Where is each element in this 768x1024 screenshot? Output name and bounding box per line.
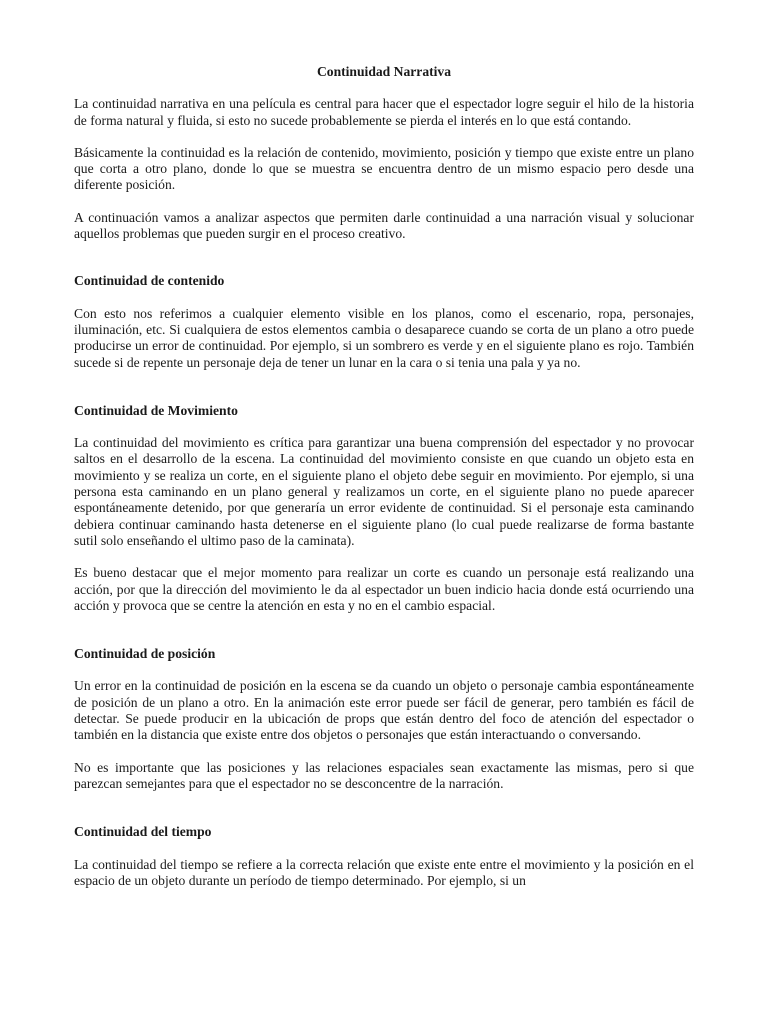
section-movimiento-paragraph-2: Es bueno destacar que el mejor momento para realizar un corte es cuando un personaje está realizando una acción, por que la dirección del movimiento le da al espectador un buen indicio hacia donde está ocurriendo una acción y provoca que se centre la atención en esta y no en el cambio espacial. bbox=[74, 565, 694, 613]
intro-paragraph-2: Básicamente la continuidad es la relación de contenido, movimiento, posición y tiempo que existe entre un plano que corta a otro plano, donde lo que se muestra se encuentra dentro de un mismo espacio pero desde una diferente posición. bbox=[74, 144, 694, 193]
section-movimiento-paragraph-1: La continuidad del movimiento es crítica para garantizar una buena comprensión del espectador y no provocar saltos en el desarrollo de la escena. La continuidad del movimiento consiste en que cuando un objeto esta en movimiento y se realiza un corte, en el siguiente plano el objeto debe seguir en movimiento. Por ejemplo, si una persona esta caminando en un plano general y realizamos un corte, en el siguiente plano no puede aparecer espontáneamente detenido, por que generaría un error evidente de continuidad. Si el personaje esta caminando debiera continuar caminando hasta detenerse en el siguiente plano (lo cual puede realizarse de forma bastante sutil solo enseñando el ultimo paso de la caminata). bbox=[74, 435, 694, 548]
document-title: Continuidad Narrativa bbox=[316, 64, 452, 79]
intro-paragraph-3: A continuación vamos a analizar aspectos que permiten darle continuidad a una narración visual y solucionar aquellos problemas que pueden surgir en el proceso creativo. bbox=[74, 209, 694, 242]
intro-paragraph-1: La continuidad narrativa en una película es central para hacer que el espectador logre seguir el hilo de la historia de forma natural y fluida, si esto no sucede probablemente se pierda el interés en lo que está contando. bbox=[74, 96, 694, 128]
section-tiempo-paragraph-1: La continuidad del tiempo se refiere a la correcta relación que existe ente entre el movimiento y la posición en el espacio de un objeto durante un período de tiempo determinado. Por ejemplo, si un bbox=[74, 856, 694, 888]
section-heading-posicion: Continuidad de posición bbox=[74, 646, 216, 662]
section-posicion-paragraph-2: No es importante que las posiciones y las relaciones espaciales sean exactamente las mismas, pero si que parezcan semejantes para que el espectador no se desconcentre de la narración. bbox=[74, 759, 694, 791]
document-page bbox=[74, 64, 694, 889]
section-heading-contenido: Continuidad de contenido bbox=[74, 273, 225, 289]
section-heading-movimiento: Continuidad de Movimiento bbox=[74, 402, 238, 418]
section-contenido-paragraph-1: Con esto nos referimos a cualquier elemento visible en los planos, como el escenario, ropa, personajes, iluminación, etc. Si cualquiera de estos elementos cambia o desaparece cuando se corta de un plano a otro puede producirse un error de continuidad. Por ejemplo, si un sombrero es verde y en el siguiente plano es rojo. También sucede si de repente un personaje deja de tener un lunar en la cara o si tenia una pala y ya no. bbox=[74, 305, 694, 370]
section-posicion-paragraph-1: Un error en la continuidad de posición en la escena se da cuando un objeto o personaje cambia espontáneamente de posición de un plano a otro. En la animación este error puede ser fácil de generar, pero también es fácil de detectar. Se puede producir en la ubicación de props que están dentro del foco de atención del espectador o también en la distancia que existe entre dos objetos o personajes que están interactuando o conversando. bbox=[74, 678, 694, 743]
section-heading-tiempo: Continuidad del tiempo bbox=[74, 824, 212, 840]
